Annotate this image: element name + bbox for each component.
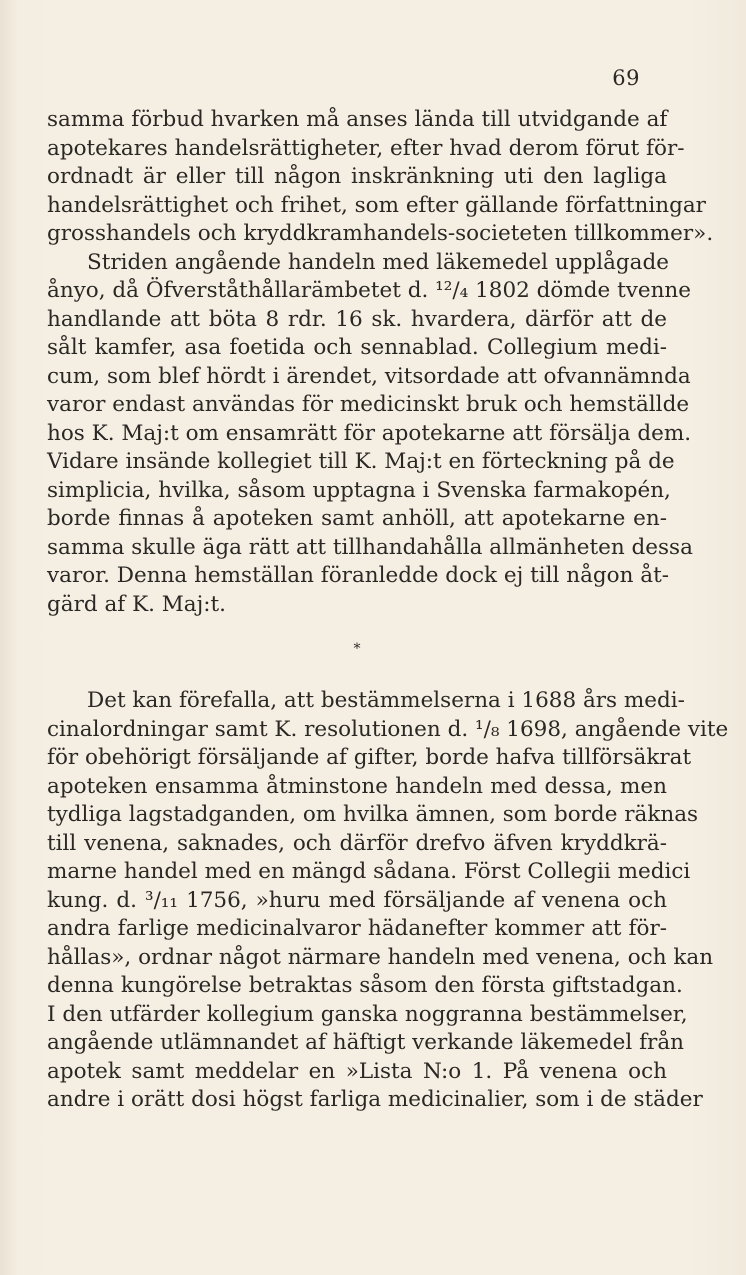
text-line: Striden angående handeln med läkemedel upplågade (87, 249, 669, 275)
text-line: tydliga lagstadganden, om hvilka ämnen, som borde räknas (47, 802, 699, 827)
text-line: Det kan förefalla, att bestämmelserna i 1688 års medi- (87, 688, 685, 713)
text-line: samma skulle äga rätt att tillhandahålla allmänheten dessa (47, 534, 693, 560)
text-line: handlande att böta 8 rdr. 16 sk. hvardera, därför att de (47, 306, 667, 332)
body-text (47, 106, 729, 1115)
text-line: I den utfärder kollegium ganska noggranna bestämmelser, (47, 1001, 688, 1027)
text-line: angående utlämnandet af häftigt verkande läkemedel från (47, 1030, 684, 1055)
text-line: Vidare insände kollegiet till K. Maj:t en förteckning på de (47, 449, 675, 474)
text-line: sålt kamfer, asa foetida och sennablad. Collegium medi- (47, 335, 667, 360)
text-line: andra farlige medicinalvaror hädanefter kommer att för- (47, 916, 667, 941)
section-separator: * (353, 641, 361, 657)
page-number: 69 (612, 66, 640, 90)
text-line: cum, som blef hördt i ärendet, vitsordade att ofvannämnda (47, 363, 691, 389)
text-line: gärd af K. Maj:t. (47, 591, 227, 617)
text-line: simplicia, hvilka, såsom upptagna i Svenska farmakopén, (47, 477, 671, 503)
text-line: kung. d. ³/₁₁ 1756, »huru med försäljande af venena och (47, 887, 667, 913)
text-line: ånyo, då Öfverståthållarämbetet d. ¹²/₄ 1802 dömde tvenne (47, 278, 692, 303)
paragraph-2 (47, 249, 693, 620)
paragraph-3 (47, 687, 729, 1115)
paragraph-1 (47, 106, 714, 249)
text-line: till venena, saknades, och därför drefvo äfven kryddkrä- (47, 830, 667, 856)
text-line: ordnadt är eller till någon inskränkning uti den lagliga (47, 164, 667, 189)
text-line: grosshandels och kryddkramhandels-societeten tillkommer». (47, 221, 714, 246)
text-line: hållas», ordnar något närmare handeln med venena, och kan (47, 944, 714, 970)
text-line: för obehörigt försäljande af gifter, borde hafva tillförsäkrat (47, 745, 692, 770)
text-line: denna kungörelse betraktas såsom den första giftstadgan. (47, 973, 683, 998)
text-line: hos K. Maj:t om ensamrätt för apotekarne att försälja dem. (47, 420, 692, 446)
text-line: apotekares handelsrättigheter, efter hvad derom förut för- (47, 135, 685, 161)
text-line: varor. Denna hemställan föranledde dock ej till någon åt- (47, 563, 670, 588)
text-line: apoteken ensamma åtminstone handeln med dessa, men (47, 773, 667, 799)
text-line: varor endast användas för medicinskt bruk och hemställde (47, 392, 690, 417)
text-line: handelsrättighet och frihet, som efter gällande författningar (47, 192, 706, 218)
text-line: apotek samt meddelar en »Lista N:o 1. På venena och (47, 1058, 667, 1084)
text-line: cinalordningar samt K. resolutionen d. ¹/₈ 1698, angående vite (47, 716, 729, 742)
text-line: borde finnas å apoteken samt anhöll, att apotekarne en- (47, 506, 667, 531)
text-line: andre i orätt dosi högst farliga medicinalier, som i de städer (47, 1087, 703, 1112)
text-line: samma förbud hvarken må anses lända till utvidgande af (47, 107, 668, 132)
text-line: marne handel med en mängd sådana. Först Collegii medici (47, 859, 691, 884)
